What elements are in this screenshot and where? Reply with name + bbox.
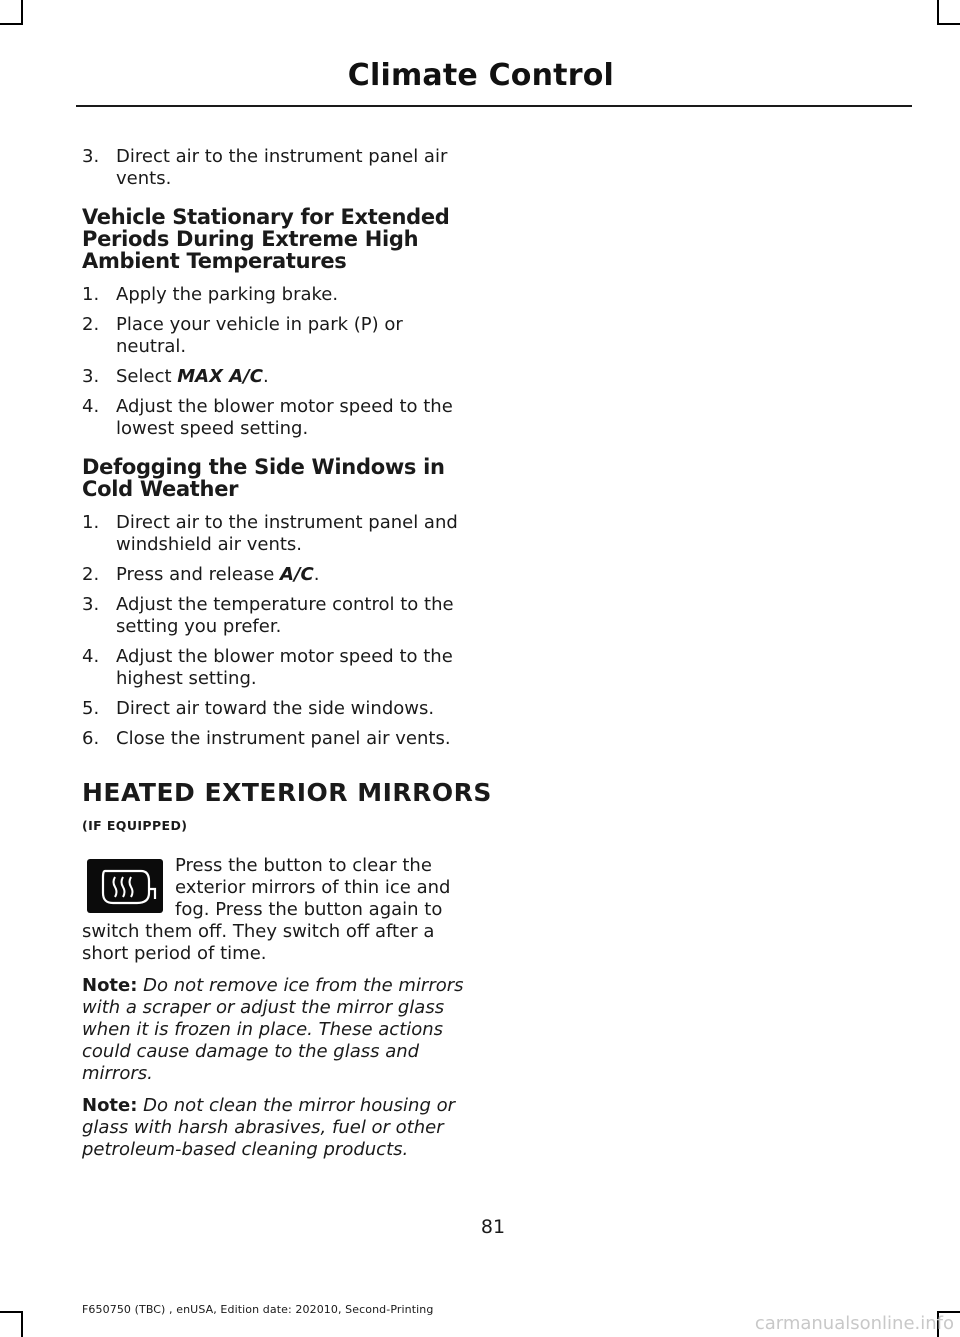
list-item bbox=[82, 728, 472, 750]
crop-mark bbox=[937, 23, 960, 25]
item-number: 2. bbox=[82, 314, 100, 335]
crop-mark bbox=[21, 1311, 23, 1337]
heated-mirror-icon bbox=[87, 859, 163, 913]
note-label: Note: bbox=[82, 1095, 138, 1116]
list-item bbox=[82, 146, 472, 190]
list-item bbox=[82, 314, 472, 358]
item-text: Direct air to the instrument panel air vents. bbox=[116, 146, 448, 189]
item-text-prefix: Press and release bbox=[116, 564, 281, 585]
item-text: Adjust the temperature control to the setting you prefer. bbox=[116, 594, 454, 637]
item-text: Close the instrument panel air vents. bbox=[116, 728, 451, 749]
chapter-heading: HEATED EXTERIOR MIRRORS bbox=[82, 778, 492, 807]
item-number: 3. bbox=[82, 594, 100, 615]
list-item bbox=[82, 366, 472, 388]
item-number: 3. bbox=[82, 146, 100, 167]
item-number: 4. bbox=[82, 646, 100, 667]
control-label-max-ac: MAX A/C bbox=[177, 366, 263, 387]
item-text: Direct air toward the side windows. bbox=[116, 698, 435, 719]
item-number: 6. bbox=[82, 728, 100, 749]
control-label-ac: A/C bbox=[280, 564, 314, 585]
note-text: Do not clean the mirror housing or glass with harsh abrasives, fuel or other petroleum-based cleaning products. bbox=[82, 1095, 456, 1160]
page-number: 81 bbox=[480, 1216, 506, 1238]
item-number: 4. bbox=[82, 396, 100, 417]
note bbox=[82, 975, 472, 1085]
item-number: 3. bbox=[82, 366, 100, 387]
heated-mirror-icon-graphic bbox=[87, 859, 163, 913]
list-item bbox=[82, 698, 472, 720]
crop-mark bbox=[21, 0, 23, 25]
crop-mark bbox=[0, 1311, 23, 1313]
page-title: Climate Control bbox=[347, 58, 614, 93]
header-divider bbox=[76, 105, 912, 107]
content-column bbox=[82, 146, 492, 1171]
item-number: 2. bbox=[82, 564, 100, 585]
item-text: Adjust the blower motor speed to the highest setting. bbox=[116, 646, 453, 689]
item-number: 5. bbox=[82, 698, 100, 719]
watermark: carmanualsonline.info bbox=[754, 1313, 954, 1334]
item-text-prefix: Select bbox=[116, 366, 178, 387]
list-item bbox=[82, 284, 472, 306]
list-item bbox=[82, 646, 472, 690]
section-heading: Defogging the Side Windows in Cold Weather bbox=[82, 455, 445, 501]
item-text: Place your vehicle in park (P) or neutral. bbox=[116, 314, 403, 357]
section-heading: Vehicle Stationary for Extended Periods During Extreme High Ambient Temperatures bbox=[82, 205, 450, 273]
list-item bbox=[82, 396, 472, 440]
mirror-description-text: Press the button to clear the exterior mirrors of thin ice and fog. Press the button again to switch them off. They switch off after a short period of time. bbox=[82, 855, 451, 964]
note-text: Do not remove ice from the mirrors with a scraper or adjust the mirror glass when it is frozen in place. These actions could cause damage to the glass and mirrors. bbox=[82, 975, 464, 1084]
footer-edition: F650750 (TBC) , enUSA, Edition date: 202010, Second-Printing bbox=[82, 1303, 434, 1316]
item-text: Adjust the blower motor speed to the lowest speed setting. bbox=[116, 396, 453, 439]
item-text-suffix: . bbox=[262, 366, 269, 387]
item-text: Apply the parking brake. bbox=[116, 284, 339, 305]
list-item bbox=[82, 564, 472, 586]
item-number: 1. bbox=[82, 284, 100, 305]
list-item bbox=[82, 512, 472, 556]
crop-mark bbox=[0, 23, 23, 25]
item-number: 1. bbox=[82, 512, 100, 533]
if-equipped-label: (IF EQUIPPED) bbox=[82, 818, 188, 833]
crop-mark bbox=[937, 0, 939, 25]
item-text-suffix: . bbox=[313, 564, 320, 585]
list-item bbox=[82, 594, 472, 638]
note-label: Note: bbox=[82, 975, 138, 996]
item-text: Direct air to the instrument panel and windshield air vents. bbox=[116, 512, 458, 555]
mirror-description bbox=[82, 855, 472, 965]
note bbox=[82, 1095, 472, 1161]
